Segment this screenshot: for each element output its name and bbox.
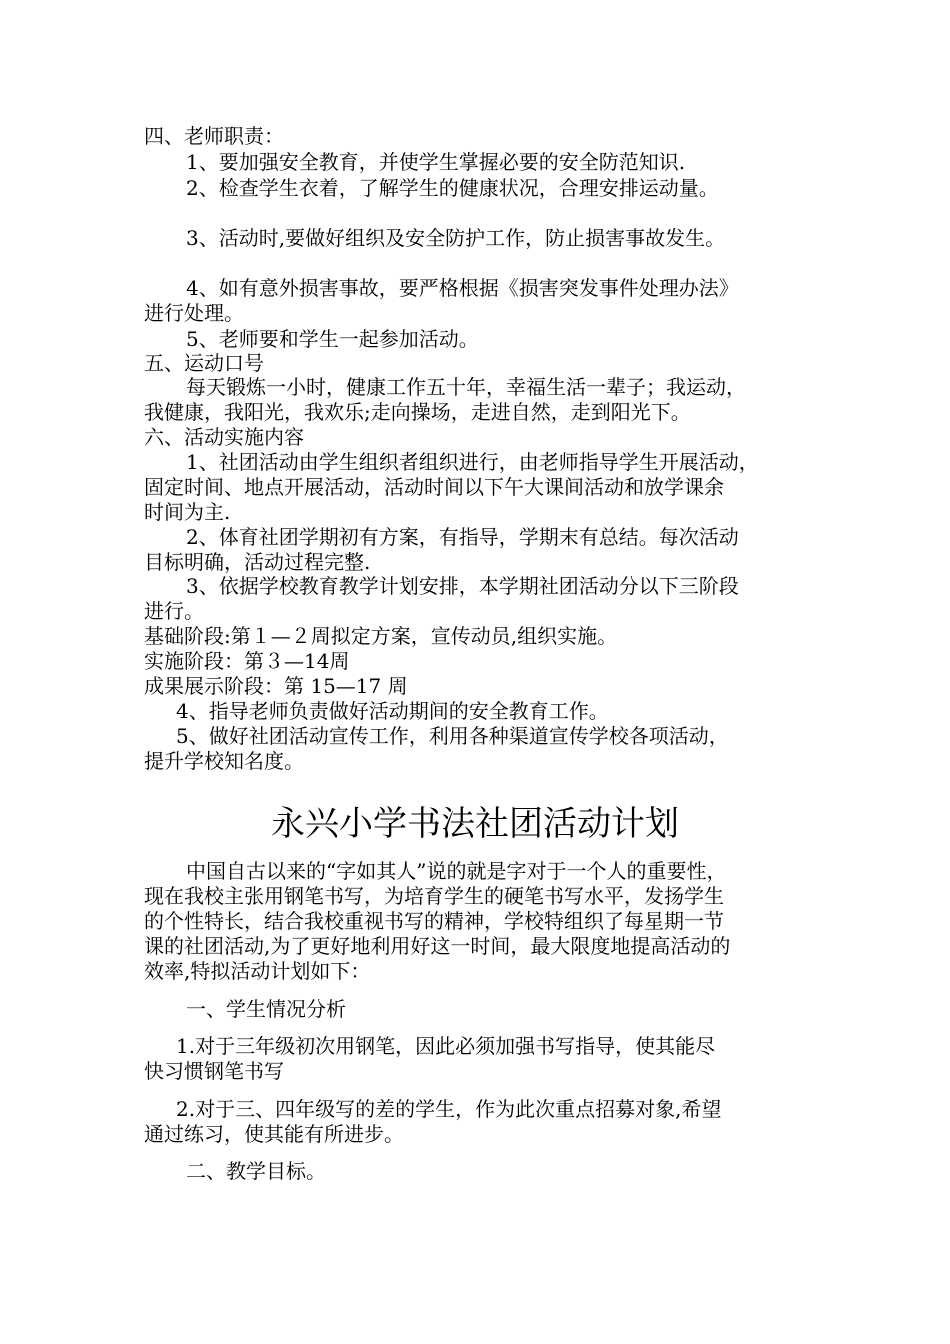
section-6-heading: 六、活动实施内容	[144, 425, 304, 449]
analysis-heading: 一、学生情况分析	[186, 997, 346, 1021]
section-6-item-1-line-3: 时间为主.	[144, 500, 231, 524]
intro-line-1: 中国自古以来的“字如其人”说的就是字对于一个人的重要性，	[186, 859, 727, 883]
section-4-heading: 四、老师职责：	[144, 124, 284, 148]
section-5-slogan-line-2: 我健康，我阳光，我欢乐;走向操场，走进自然，走到阳光下。	[144, 400, 691, 424]
section-4-item-3: 3、活动时,要做好组织及安全防护工作，防止损害事故发生。	[186, 226, 726, 250]
analysis-1-line-2: 快习惯钢笔书写	[144, 1059, 284, 1083]
section-5-heading: 五、运动口号	[144, 351, 264, 375]
section-4-item-2: 2、检查学生衣着，了解学生的健康状况，合理安排运动量。	[186, 176, 719, 200]
section-4-item-5: 5、老师要和学生一起参加活动。	[186, 327, 479, 351]
intro-line-4: 课的社团活动,为了更好地利用好这一时间，最大限度地提高活动的	[144, 934, 731, 958]
section-4-item-4-line-1: 4、如有意外损害事故，要严格根据《损害突发事件处理办法》	[186, 276, 739, 300]
section-6-item-1-line-2: 固定时间、地点开展活动，活动时间以下午大课间活动和放学课余	[144, 475, 724, 499]
goals-heading: 二、教学目标。	[186, 1159, 326, 1183]
section-6-item-5-line-2: 提升学校知名度。	[144, 749, 304, 773]
section-6-item-2-line-2: 目标明确，活动过程完整.	[144, 550, 371, 574]
analysis-1-line-1: 1.对于三年级初次用钢笔，因此必须加强书写指导，使其能尽	[176, 1034, 716, 1058]
page-title: 永兴小学书法社团活动计划	[271, 804, 679, 844]
section-6-item-5-line-1: 5、做好社团活动宣传工作，利用各种渠道宣传学校各项活动，	[176, 724, 729, 748]
section-6-item-3-line-1: 3、依据学校教育教学计划安排，本学期社团活动分以下三阶段	[186, 574, 739, 598]
section-6-item-3-line-2: 进行。	[144, 599, 204, 623]
analysis-2-line-2: 通过练习，使其能有所进步。	[144, 1122, 404, 1146]
section-6-item-2-line-1: 2、体育社团学期初有方案，有指导，学期末有总结。每次活动	[186, 525, 739, 549]
section-5-slogan-line-1: 每天锻炼一小时，健康工作五十年，幸福生活一辈子；我运动，	[186, 375, 746, 399]
intro-line-5: 效率,特拟活动计划如下：	[144, 959, 371, 983]
analysis-2-line-1: 2.对于三、四年级写的差的学生，作为此次重点招募对象,希望	[176, 1097, 722, 1121]
section-4-item-4-line-2: 进行处理。	[144, 301, 244, 325]
section-6-stage-2: 实施阶段：第３—14周	[144, 649, 350, 673]
section-6-stage-3: 成果展示阶段：第 15—17 周	[144, 674, 408, 698]
section-6-item-4: 4、指导老师负责做好活动期间的安全教育工作。	[176, 699, 609, 723]
section-6-stage-1: 基础阶段:第１—２周拟定方案，宣传动员,组织实施。	[144, 624, 618, 648]
section-6-item-1-line-1: 1、社团活动由学生组织者组织进行，由老师指导学生开展活动，	[186, 450, 759, 474]
intro-line-2: 现在我校主张用钢笔书写，为培育学生的硬笔书写水平，发扬学生	[144, 884, 724, 908]
intro-line-3: 的个性特长，结合我校重视书写的精神，学校特组织了每星期一节	[144, 909, 724, 933]
section-4-item-1: 1、要加强安全教育，并使学生掌握必要的安全防范知识.	[186, 150, 686, 174]
